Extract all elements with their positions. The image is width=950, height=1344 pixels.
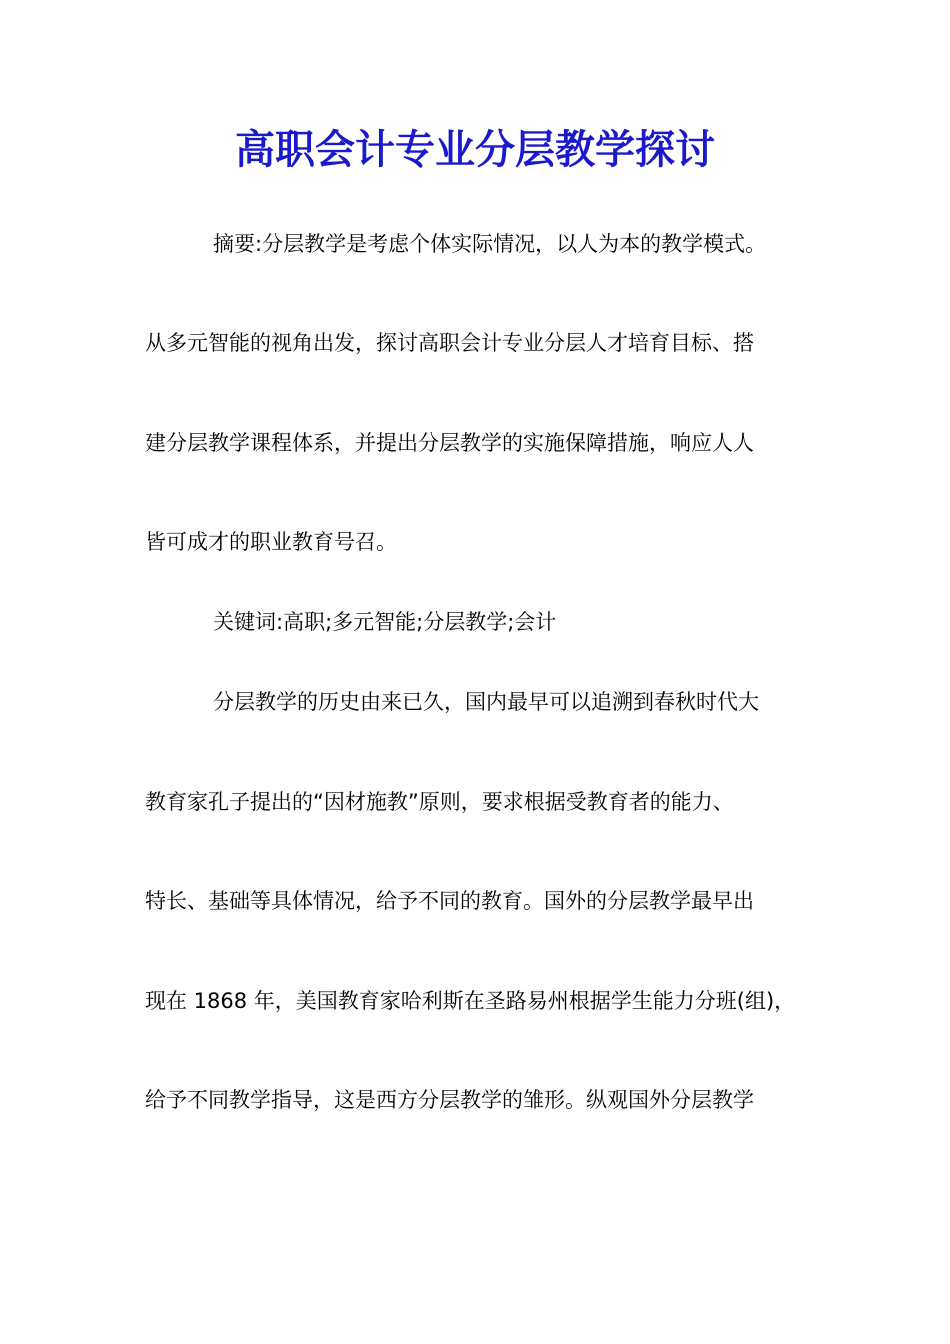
- body-line: 教育家孔子提出的“因材施教”原则，要求根据受教育者的能力、: [145, 790, 734, 814]
- body-line: 现在 1868 年，美国教育家哈利斯在圣路易州根据学生能力分班(组)，: [145, 989, 796, 1013]
- abstract-line: 摘要:分层教学是考虑个体实际情况，以人为本的教学模式。: [213, 232, 767, 256]
- abstract-line: 从多元智能的视角出发，探讨高职会计专业分层人才培育目标、搭: [145, 331, 754, 355]
- body-line: 特长、基础等具体情况，给予不同的教育。国外的分层教学最早出: [145, 889, 754, 913]
- abstract-line: 建分层教学课程体系，并提出分层教学的实施保障措施，响应人人: [145, 431, 754, 455]
- keywords-line: 关键词:高职;多元智能;分层教学;会计: [213, 610, 557, 634]
- body-line: 分层教学的历史由来已久，国内最早可以追溯到春秋时代大: [213, 690, 759, 714]
- document-title: 高职会计专业分层教学探讨: [235, 126, 715, 173]
- body-line: 给予不同教学指导，这是西方分层教学的雏形。纵观国外分层教学: [145, 1088, 754, 1112]
- abstract-line: 皆可成才的职业教育号召。: [145, 530, 397, 554]
